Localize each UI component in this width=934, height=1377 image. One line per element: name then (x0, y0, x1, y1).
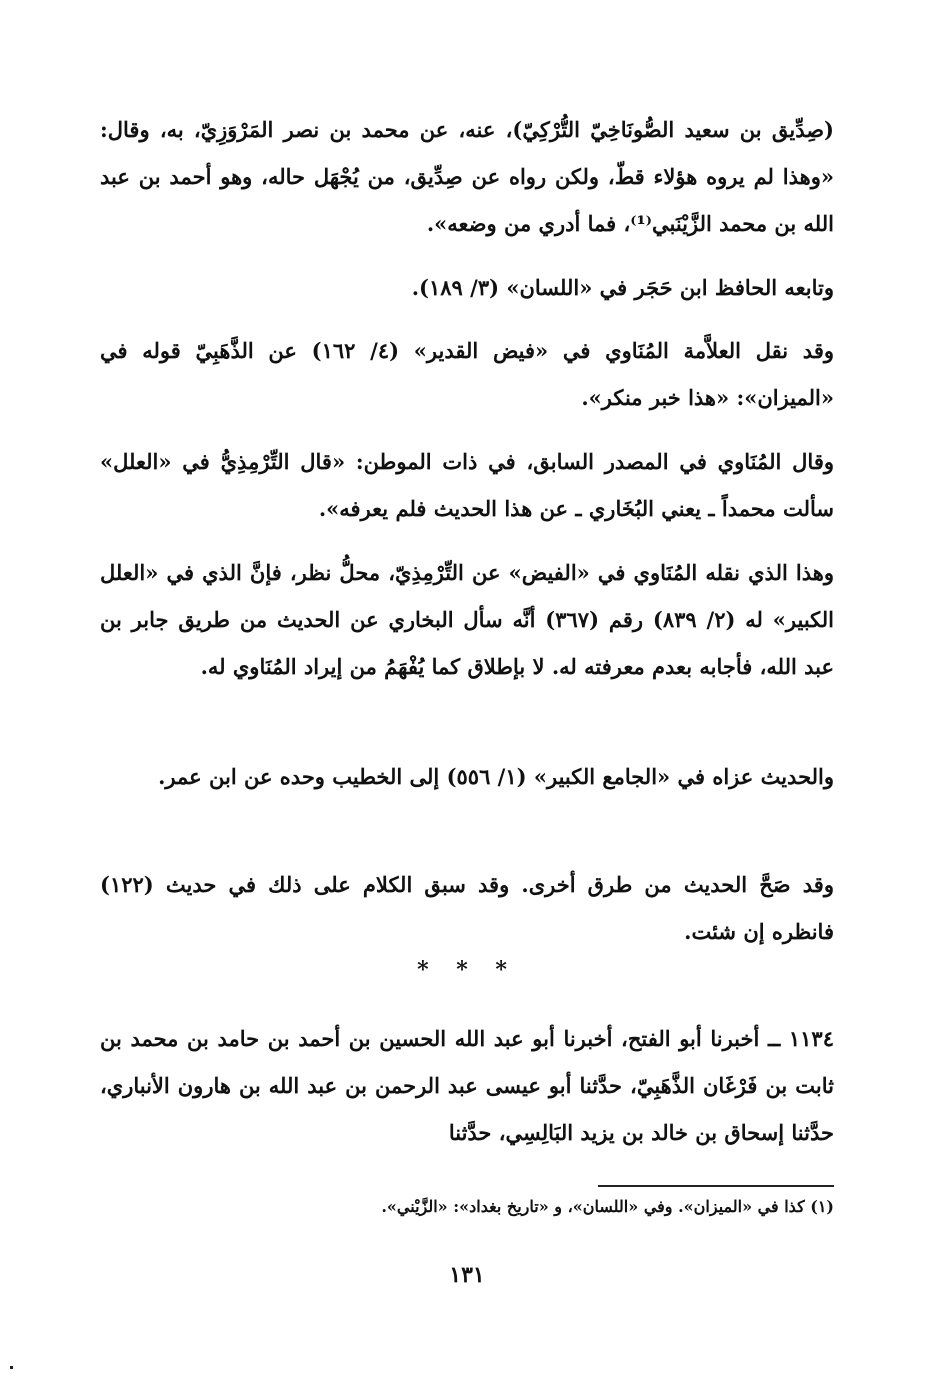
paragraph-5 (100, 549, 834, 690)
paragraph-text: وقد نقل العلاَّمة المُنَاوي في «فيض القدير» (٤/ ١٦٢) عن الذَّهَبِيّ قوله في «الميزان»: «هذا خبر منكر». (100, 338, 835, 410)
paragraph-text: (صِدِّيق بن سعيد الصُّونَاخِيّ التُّرْكِيّ)، عنه، عن محمد بن نصر المَرْوَزِيّ، به، وقال: «وهذا لم يروه هؤلاء قطّ، ولكن رواه عن صِدِّيق، من يُجْهَل حاله، وهو أحمد بن عبد الله بن محمد الزَّيْنَبي⁽¹⁾، فما أدري من وضعه». (100, 117, 834, 236)
footnote: (١) كذا في «الميزان». وفي «اللسان»، و «تاريخ بغداد»: «الزَّيْني». (381, 1197, 834, 1216)
paragraph-text: وتابعه الحافظ ابن حَجَر في «اللسان» (٣/ ١٨٩). (411, 275, 834, 300)
section-separator: * * * (417, 957, 517, 983)
paragraph-6 (100, 753, 834, 800)
paragraph-text: وقال المُنَاوي في المصدر السابق، في ذات الموطن: «قال التِّرْمِذِيُّ في «العلل» سألت محمداً ـ يعني البُخَاري ـ عن هذا الحديث فلم يعرفه». (100, 449, 834, 521)
paragraph-3 (100, 327, 834, 421)
footnote-divider (598, 1185, 834, 1187)
paragraph-text: وهذا الذي نقله المُنَاوي في «الفيض» عن التِّرْمِذِيّ، محلُّ نظر، فإنَّ الذي في «العلل الكبير» له (٢/ ٨٣٩) رقم (٣٦٧) أنَّه سأل البخاري عن الحديث من طريق جابر بن عبد الله، فأجابه بعدم معرفته له. لا بإطلاق كما يُفْهَمُ من إيراد المُنَاوي له. (100, 560, 835, 679)
paragraph-text: ١١٣٤ ــ أخبرنا أبو الفتح، أخبرنا أبو عبد الله الحسين بن أحمد بن حامد بن محمد بن ثابت بن فَرْغَان الذَّهَبِيّ، حدَّثنا أبو عيسى عبد الرحمن بن عبد الله بن هارون الأنباري، حدَّثنا إسحاق بن خالد بن يزيد البَالِسِي، حدَّثنا (100, 1026, 834, 1145)
paragraph-text: وقد صَحَّ الحديث من طرق أخرى. وقد سبق الكلام على ذلك في حديث (١٢٢) فانظره إن شئت. (100, 872, 834, 944)
page-number: ١٣١ (449, 1262, 485, 1288)
paragraph-2 (100, 264, 834, 311)
paragraph-7 (100, 861, 834, 955)
hadith-entry-1134 (100, 1015, 834, 1156)
paragraph-4 (100, 438, 834, 532)
scan-speck (10, 1366, 13, 1369)
paragraph-1 (100, 106, 834, 247)
paragraph-text: والحديث عزاه في «الجامع الكبير» (١/ ٥٥٦) إلى الخطيب وحده عن ابن عمر. (158, 764, 834, 789)
